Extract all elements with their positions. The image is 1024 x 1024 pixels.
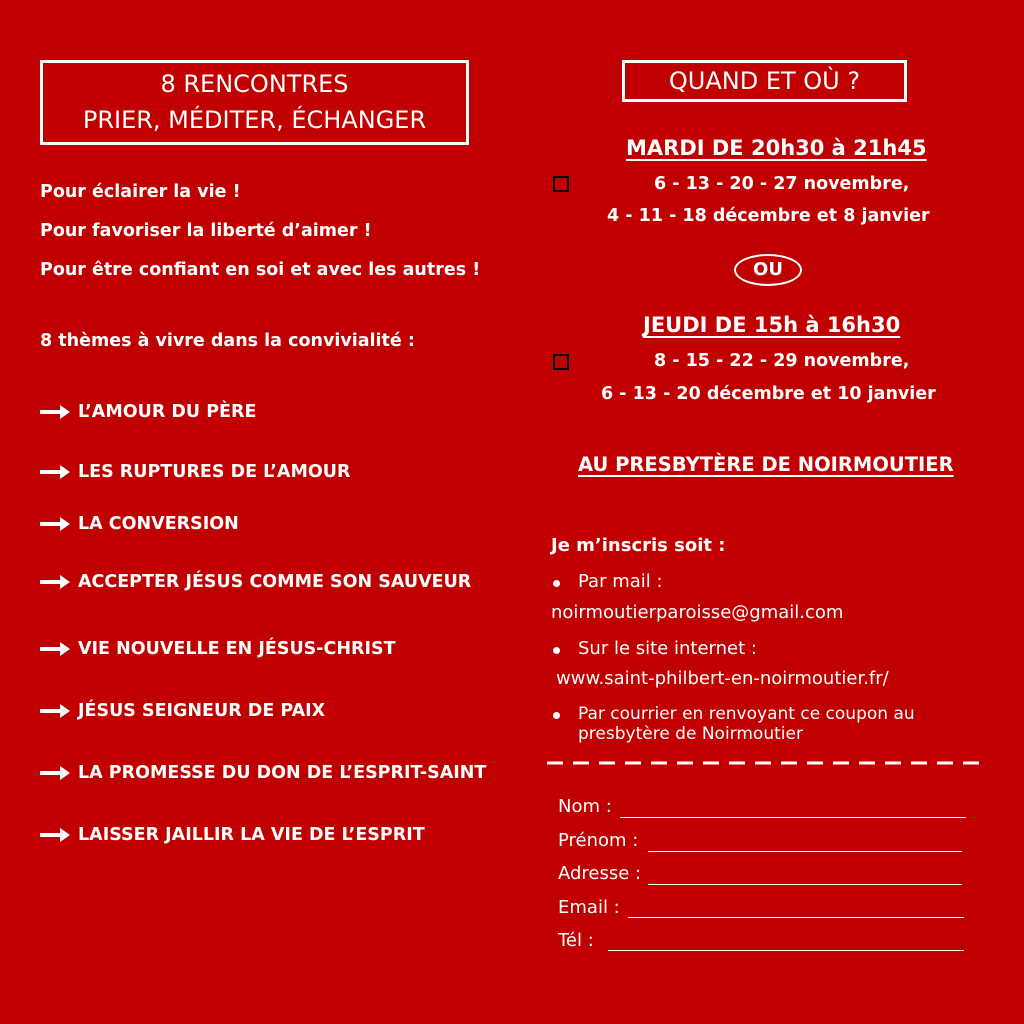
- option2-heading: JEUDI DE 15h à 16h30: [643, 313, 901, 337]
- right-arrow-icon: [40, 515, 70, 533]
- right-arrow-icon: [40, 573, 70, 591]
- option1-checkbox[interactable]: [553, 176, 569, 192]
- right-arrow-icon: [40, 403, 70, 421]
- intro-line-1: Pour éclairer la vie !: [40, 182, 241, 202]
- adresse-label: Adresse :: [558, 863, 642, 884]
- theme-item: [40, 462, 350, 482]
- theme-label: LA CONVERSION: [78, 514, 239, 534]
- right-arrow-icon: [40, 640, 70, 658]
- adresse-field[interactable]: [648, 884, 962, 885]
- or-badge: [734, 254, 802, 286]
- theme-label: L’AMOUR DU PÈRE: [78, 402, 257, 422]
- mail-value[interactable]: noirmoutierparoisse@gmail.com: [551, 602, 844, 623]
- nom-label: Nom :: [558, 796, 612, 817]
- right-arrow-icon: [40, 826, 70, 844]
- web-label: Sur le site internet :: [578, 638, 757, 659]
- web-value[interactable]: www.saint-philbert-en-noirmoutier.fr/: [556, 668, 889, 689]
- post-line-2: presbytère de Noirmoutier: [578, 724, 803, 744]
- mail-label: Par mail :: [578, 571, 663, 592]
- email-field[interactable]: [628, 917, 964, 918]
- intro-line-2: Pour favoriser la liberté d’aimer !: [40, 221, 372, 241]
- cut-line: [545, 758, 985, 768]
- nom-field[interactable]: [620, 817, 966, 818]
- theme-item: [40, 402, 256, 422]
- title-line-1: 8 RENCONTRES: [160, 70, 349, 98]
- post-line-1: Par courrier en renvoyant ce coupon au: [578, 704, 915, 724]
- option1-heading: MARDI DE 20h30 à 21h45: [626, 136, 927, 160]
- bullet-icon: [553, 647, 560, 654]
- signup-heading: Je m’inscris soit :: [551, 535, 726, 556]
- left-title-box: [40, 60, 469, 145]
- option2-dates-2: 6 - 13 - 20 décembre et 10 janvier: [601, 384, 936, 404]
- tel-field[interactable]: [608, 950, 964, 951]
- email-label: Email :: [558, 897, 620, 918]
- right-arrow-icon: [40, 764, 70, 782]
- theme-item: [40, 514, 239, 534]
- bullet-icon: [553, 712, 560, 719]
- location: AU PRESBYTÈRE DE NOIRMOUTIER: [578, 453, 954, 476]
- theme-item: [40, 639, 396, 659]
- or-label: OU: [753, 259, 783, 280]
- option1-dates-2: 4 - 11 - 18 décembre et 8 janvier: [607, 206, 930, 226]
- tel-label: Tél :: [558, 930, 594, 951]
- right-title: QUAND ET OÙ ?: [668, 67, 861, 95]
- right-arrow-icon: [40, 702, 70, 720]
- option2-dates-1: 8 - 15 - 22 - 29 novembre,: [654, 351, 910, 371]
- theme-item: [40, 701, 325, 721]
- theme-label: ACCEPTER JÉSUS COMME SON SAUVEUR: [78, 572, 472, 592]
- theme-item: [40, 763, 486, 783]
- theme-label: LAISSER JAILLIR LA VIE DE L’ESPRIT: [78, 825, 425, 845]
- bullet-icon: [553, 580, 560, 587]
- option2-checkbox[interactable]: [553, 354, 569, 370]
- title-line-2: PRIER, MÉDITER, ÉCHANGER: [82, 106, 427, 134]
- themes-heading: 8 thèmes à vivre dans la convivialité :: [40, 331, 415, 351]
- theme-label: VIE NOUVELLE EN JÉSUS-CHRIST: [78, 639, 396, 659]
- theme-label: LA PROMESSE DU DON DE L’ESPRIT-SAINT: [78, 763, 487, 783]
- prenom-label: Prénom :: [558, 830, 639, 851]
- intro-line-3: Pour être confiant en soi et avec les autres !: [40, 260, 481, 280]
- theme-label: JÉSUS SEIGNEUR DE PAIX: [78, 701, 326, 721]
- theme-item: [40, 825, 425, 845]
- option1-dates-1: 6 - 13 - 20 - 27 novembre,: [654, 174, 910, 194]
- prenom-field[interactable]: [648, 851, 962, 852]
- right-title-box: [622, 60, 907, 102]
- theme-label: LES RUPTURES DE L’AMOUR: [78, 462, 351, 482]
- theme-item: [40, 572, 471, 592]
- right-arrow-icon: [40, 463, 70, 481]
